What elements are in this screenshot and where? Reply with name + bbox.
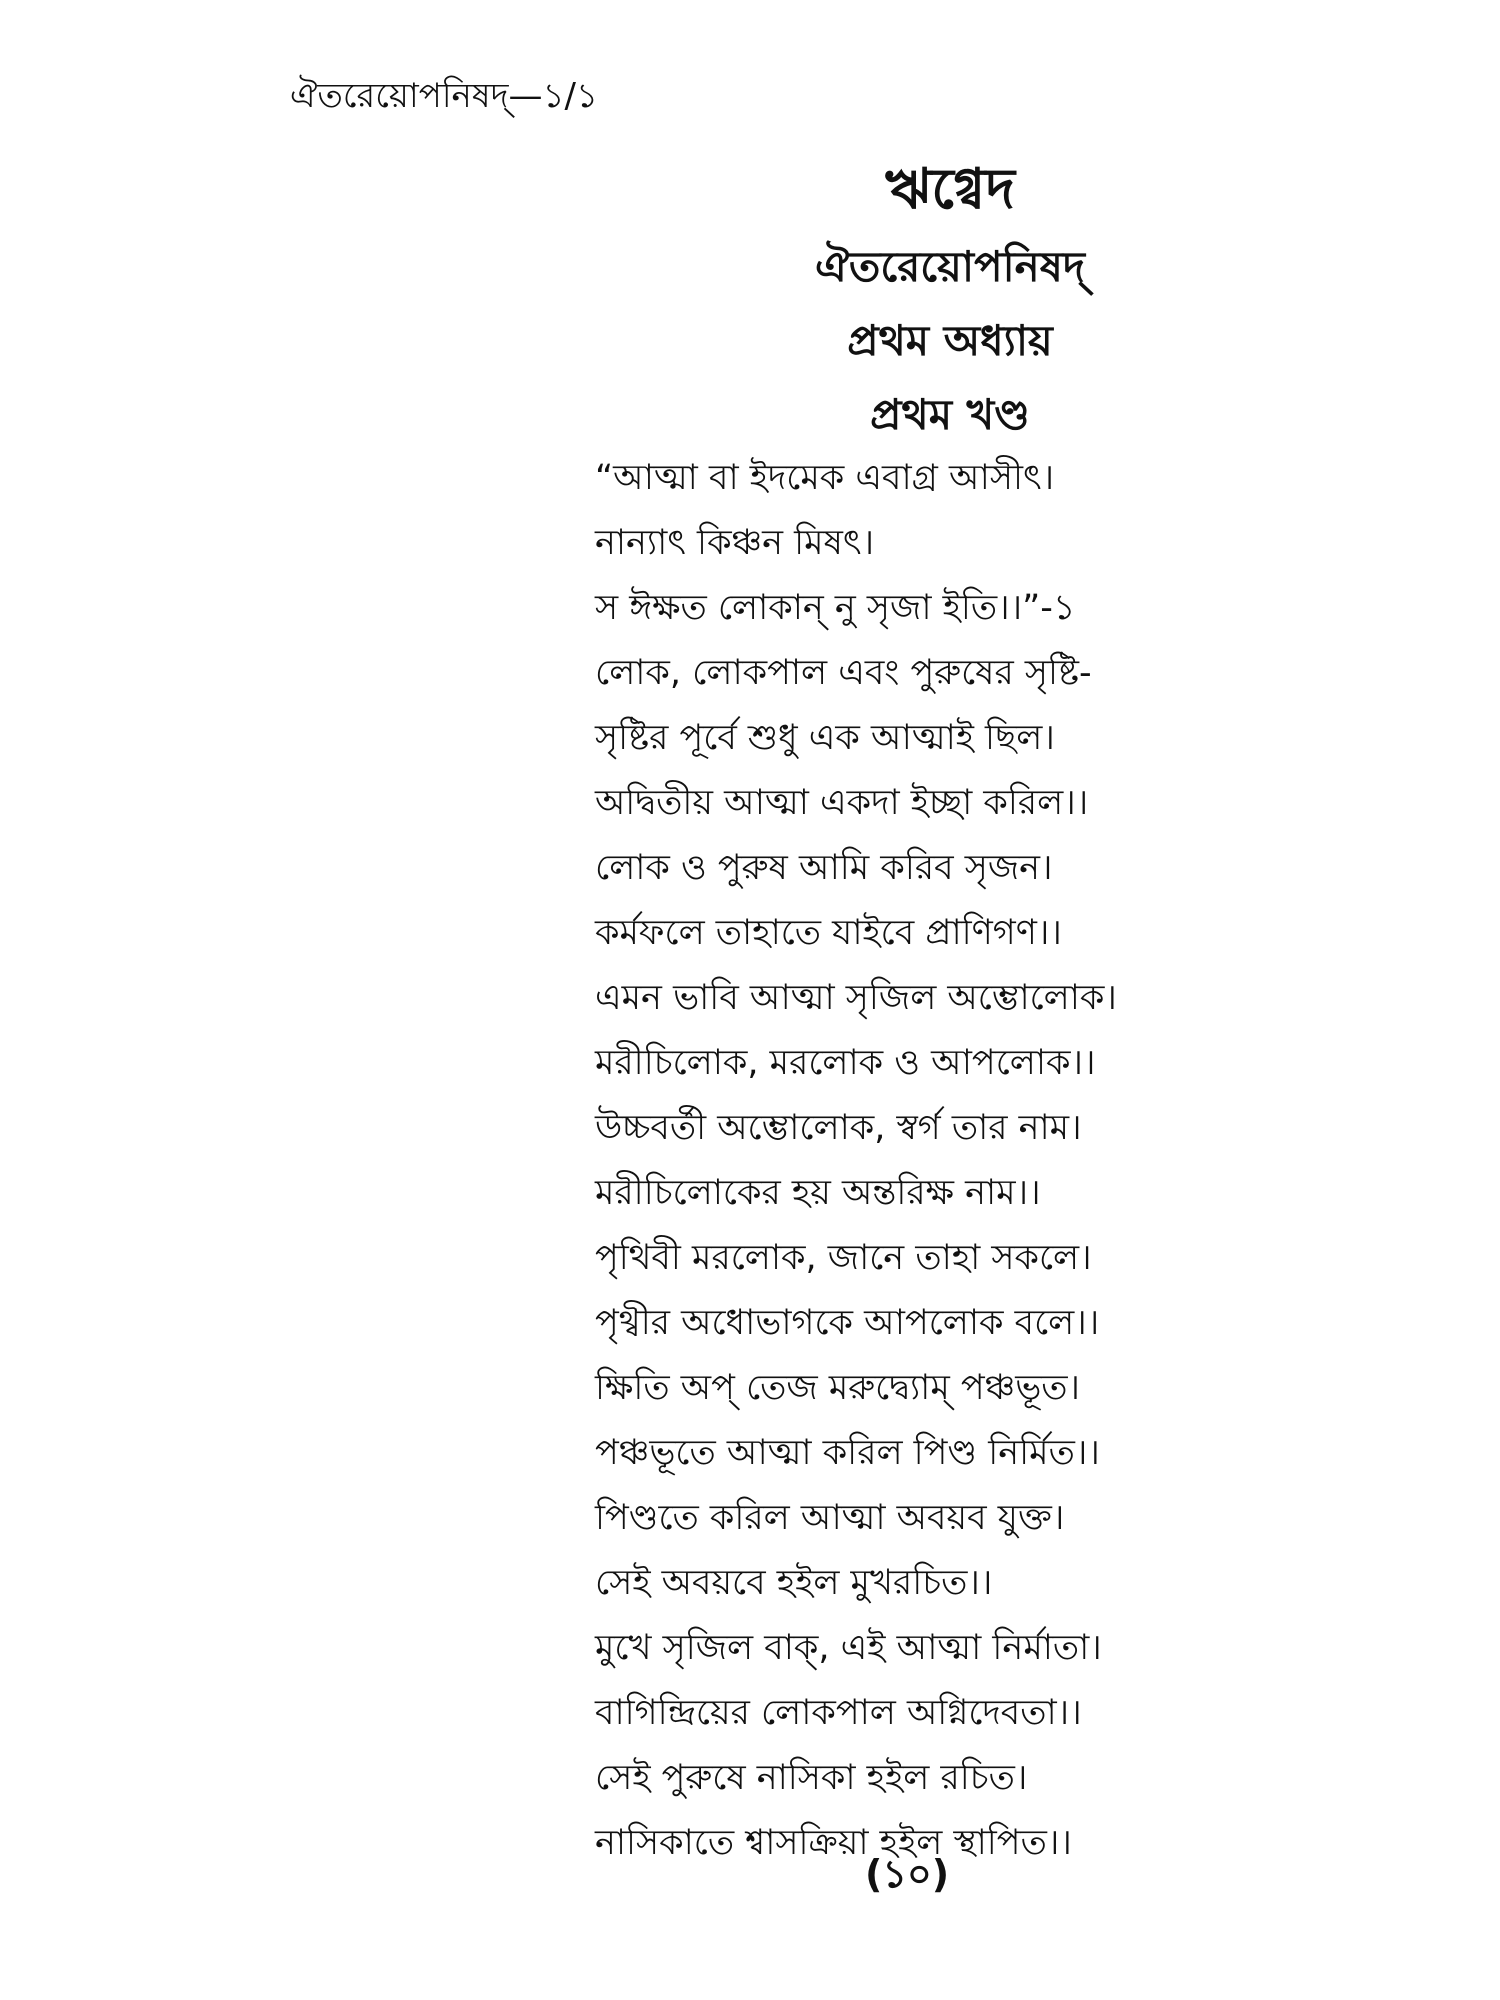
verse-line: মুখে সৃজিল বাক্, এই আত্মা নির্মাতা। (595, 1628, 1102, 1668)
title-block (700, 150, 1200, 452)
verse-line: পঞ্চভূতে আত্মা করিল পিণ্ড নির্মিত।। (595, 1433, 1100, 1473)
verse-line: মরীচিলোক, মরলোক ও আপলোক।। (595, 1043, 1096, 1083)
chapter-title: প্রথম অধ্যায় (847, 316, 1053, 365)
verse-line: লোক, লোকপাল এবং পুরুষের সৃষ্টি- (595, 653, 1092, 693)
upanishad-title: ঐতরেয়োপনিষদ্ (815, 242, 1085, 291)
veda-title: ঋগ্বেদ (885, 157, 1015, 222)
verse-line: স ঈক্ষত লোকান্ নু সৃজা ইতি।।”-১ (595, 588, 1076, 628)
verse-line: লোক ও পুরুষ আমি করিব সৃজন। (595, 848, 1053, 888)
page-number-close-paren: ) (931, 1852, 950, 1896)
verse-line: নাসিকাতে শ্বাসক্রিয়া হইল স্থাপিত।। (595, 1823, 1072, 1863)
verse-line: অদ্বিতীয় আত্মা একদা ইচ্ছা করিল।। (595, 783, 1089, 823)
verse-line: সেই পুরুষে নাসিকা হইল রচিত। (595, 1758, 1028, 1798)
verse-block (595, 446, 1155, 1876)
page-number (865, 1845, 949, 1909)
verse-line: কর্মফলে তাহাতে যাইবে প্রাণিগণ।। (595, 913, 1062, 953)
verse-line: এমন ভাবি আত্মা সৃজিল অম্ভোলোক। (595, 978, 1117, 1018)
verse-line: উচ্চবর্তী অম্ভোলোক, স্বর্গ তার নাম। (595, 1108, 1082, 1148)
verse-line: সেই অবয়বে হইল মুখরচিত।। (595, 1563, 993, 1603)
verse-line: সৃষ্টির পূর্বে শুধু এক আত্মাই ছিল। (595, 718, 1055, 758)
verse-line: নান্যাৎ কিঞ্চন মিষৎ। (595, 523, 875, 563)
page-number-value: ১০ (882, 1852, 932, 1896)
verse-line: ক্ষিতি অপ্ তেজ মরুদ্ব্যোম্ পঞ্চভূত। (595, 1368, 1081, 1408)
section-title: প্রথম খণ্ড (870, 390, 1030, 439)
verse-line: পৃথ্বীর অধোভাগকে আপলোক বলে।। (595, 1303, 1100, 1343)
verse-line: পিণ্ডতে করিল আত্মা অবয়ব যুক্ত। (595, 1498, 1065, 1538)
verse-line: পৃথিবী মরলোক, জানে তাহা সকলে। (595, 1238, 1092, 1278)
verse-line: “আত্মা বা ইদমেক এবাগ্র আসীৎ। (595, 458, 1055, 498)
page-number-open-paren: ( (865, 1852, 883, 1896)
verse-line: বাগিন্দ্রিয়ের লোকপাল অগ্নিদেবতা।। (595, 1693, 1082, 1733)
verse-line: মরীচিলোকের হয় অন্তরিক্ষ নাম।। (595, 1173, 1041, 1213)
running-header: ঐতরেয়োপনিষদ্—১/১ (290, 76, 599, 116)
